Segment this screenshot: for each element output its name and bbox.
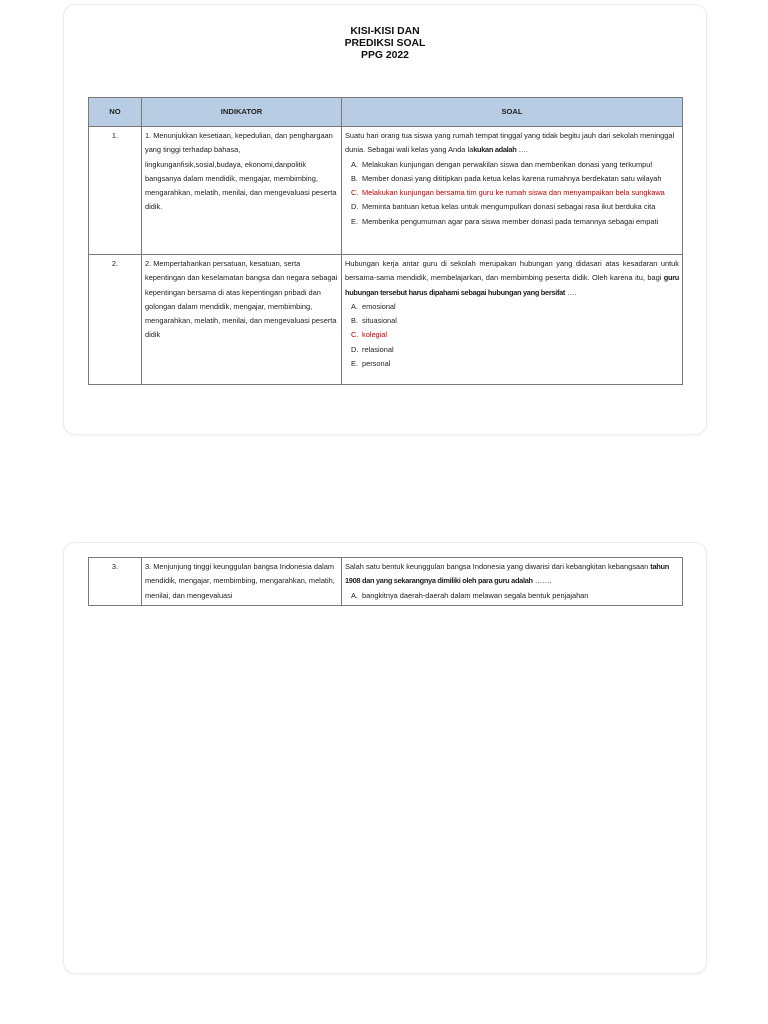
header-soal: SOAL — [342, 98, 683, 127]
row-number: 1. — [89, 127, 142, 255]
option-b: B. Member donasi yang dititipkan pada ketua kelas karena rumahnya berdekatan satu wilayah — [351, 173, 662, 183]
question-text: Suatu hari orang tua siswa yang rumah tempat tinggal yang tidak begitu jauh dari sekolah meninggal dunia. Sebagai wali kelas yang Anda lakukan adalah …. — [345, 131, 675, 155]
document-page-2 — [63, 542, 707, 974]
question-text: Salah satu bentuk keunggulan bangsa Indonesia yang diwarisi dari kebangkitan kebangsaan tahun 1908 dan yang sekarangnya dimiliki oleh para guru adalah ……. — [345, 562, 669, 586]
title-line-2: PREDIKSI SOAL — [344, 38, 426, 49]
table-header-row — [89, 98, 683, 127]
kisi-kisi-table — [88, 97, 683, 385]
row-number: 2. — [89, 255, 142, 385]
document-title — [64, 26, 706, 62]
option-a: A. Melakukan kunjungan dengan perwakilan siswa dan memberikan donasi yang terkumpul — [351, 159, 653, 169]
option-a: A. emosional — [351, 301, 396, 311]
option-b: B. situasional — [351, 316, 397, 326]
soal-cell — [342, 558, 683, 606]
title-line-1: KISI-KISI DAN — [350, 26, 420, 37]
row-number: 3. — [89, 558, 142, 606]
option-e: E. Memberika pengumuman agar para siswa member donasi pada temannya sebagai empati — [351, 216, 659, 226]
option-d: D. relasional — [351, 344, 394, 354]
indikator-cell: 3. Menjunjung tinggi keunggulan bangsa Indonesia dalam mendidik, mengajar, membimbing, mengarahkan, melatih, menilai, dan mengevaluasi — [142, 558, 342, 606]
option-d: D. Meminta bantuan ketua kelas untuk mengumpulkan donasi sebagai rasa ikut berduka cita — [351, 202, 656, 212]
table-row — [89, 255, 683, 385]
title-line-3: PPG 2022 — [361, 50, 409, 61]
table-row — [89, 558, 683, 606]
soal-cell — [342, 127, 683, 255]
table-row — [89, 127, 683, 255]
indikator-cell: 2. Mempertahankan persatuan, kesatuan, serta kepentingan dan keselamatan bangsa dan negara sebagai kepentingan bersama di atas kepentingan pribadi dan golongan dalam mendidik, mengajar, membimbing, mengarahkan, melatih, menilai, dan mengevaluasi peserta didik — [142, 255, 342, 385]
option-e: E. personal — [351, 359, 391, 369]
option-a: A. bangkitnya daerah-daerah dalam melawan segala bentuk penjajahan — [351, 590, 589, 600]
option-c-correct: C. kolegial — [351, 330, 388, 340]
soal-cell — [342, 255, 683, 385]
header-no: NO — [89, 98, 142, 127]
kisi-kisi-table-continued — [88, 557, 683, 606]
option-c-correct: C. Melakukan kunjungan bersama tim guru ke rumah siswa dan menyampaikan bela sungkawa — [351, 188, 665, 198]
question-text: Hubungan kerja antar guru di sekolah merupakan hubungan yang didasari atas kesadaran untuk bersama-sama mendidik, membelajarkan, dan membimbing peserta didik. Oleh karena itu, bagi guru hubungan tersebut harus dipahami sebagai hubungan yang bersifat …. — [345, 259, 679, 297]
header-indikator: INDIKATOR — [142, 98, 342, 127]
document-page-1 — [63, 4, 707, 435]
indikator-cell: 1. Menunjukkan kesetiaan, kepedulian, dan penghargaan yang tinggi terhadap bahasa, lingkunganfisik,sosial,budaya, ekonomi,danpolitik bangsanya dalam mendidik, mengajar, membimbing, mengarahkan, melatih, menilai, dan mengevaluasi peserta didik. — [142, 127, 342, 255]
